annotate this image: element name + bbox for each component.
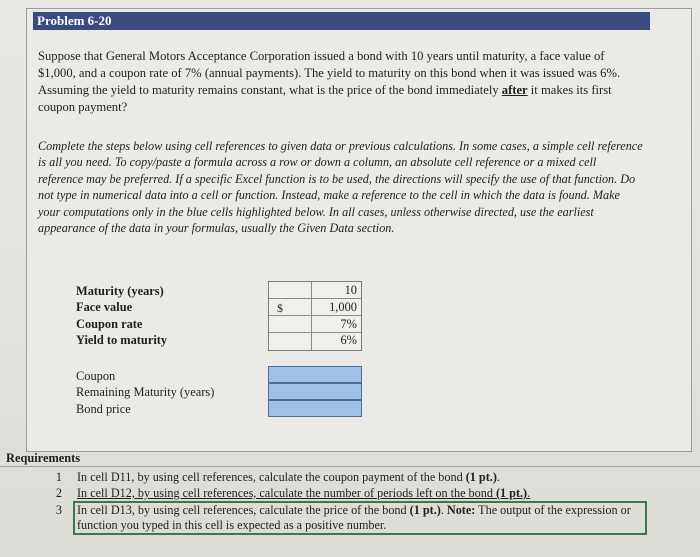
instructions-text: Complete the steps below using cell references to given data or previous calculations. In some cases, a simple cell reference is all you need. To copy/paste a formula across a row or down a column, an absolute cell reference or a mixed cell reference may be preferred. If a specific Excel function is to be used, the directions will specify the use of that function. Do not type in numerical data into a cell or function. Instead, make a reference to the cell in which the data is found. Make your computations only in the blue cells highlighted below. In all cases, unless otherwise directed, use the earliest appearance of the data in your formulas, usually the Given Data section. [38, 139, 643, 236]
req-1-text: In cell D11, by using cell references, calculate the coupon payment of the bond [77, 470, 466, 484]
requirements-divider [0, 466, 700, 467]
label-maturity: Maturity (years) [76, 284, 164, 298]
requirement-2 [77, 486, 530, 501]
label-bond-price: Bond price [76, 402, 131, 416]
label-remaining-maturity: Remaining Maturity (years) [76, 385, 215, 399]
currency-symbol: $ [277, 301, 283, 315]
cell-maturity[interactable]: 10 [344, 283, 357, 297]
given-row-line [269, 298, 361, 299]
req-3-note-label: Note: [446, 503, 476, 517]
input-cell-coupon[interactable] [268, 366, 362, 383]
req-2-end: . [527, 486, 531, 500]
req-3-end: . [440, 503, 447, 517]
cell-coupon-rate[interactable]: 7% [340, 317, 357, 331]
problem-title: Problem 6-20 [33, 12, 650, 30]
label-yield: Yield to maturity [76, 333, 168, 347]
problem-statement [38, 48, 643, 116]
problem-emphasis: after [501, 83, 528, 97]
req-3-text: In cell D13, by using cell references, calculate the price of the bond [77, 503, 410, 517]
req-2-text: In cell D12, by using cell references, calculate the number of periods left on the bond [77, 486, 496, 500]
label-coupon-rate: Coupon rate [76, 317, 143, 331]
req-number: 3 [55, 503, 62, 517]
requirement-1 [77, 470, 500, 485]
requirement-3 [77, 503, 643, 533]
req-3-note: The output of the expression or function you typed in this cell is expected as a positive number. [77, 503, 631, 532]
req-2-points: (1 pt.) [495, 486, 528, 500]
given-divider [311, 282, 312, 350]
input-cell-bond-price[interactable] [268, 400, 362, 417]
req-number: 2 [55, 486, 62, 500]
input-cell-remaining-maturity[interactable] [268, 383, 362, 400]
req-1-end: . [496, 470, 500, 484]
cell-face-value[interactable]: 1,000 [329, 300, 357, 314]
problem-text-part1: Suppose that General Motors Acceptance Corporation issued a bond with 10 years until maturity, a face value of $1,000, and a coupon rate of 7% (annual payments). The yield to maturity on this bond when it was issued was 6%. Assuming the yield to maturity remains constant, what is the price of the bond immediately [38, 49, 621, 97]
req-number: 1 [55, 470, 62, 484]
cell-yield[interactable]: 6% [340, 333, 357, 347]
requirements-heading: Requirements [6, 451, 81, 465]
label-face-value: Face value [76, 300, 133, 314]
label-coupon: Coupon [76, 369, 116, 383]
given-data-box [268, 281, 362, 351]
problem-text-part2: it makes its first coupon payment? [38, 83, 612, 114]
req-1-points: (1 pt.) [465, 470, 497, 484]
req-3-points: (1 pt.) [409, 503, 441, 517]
